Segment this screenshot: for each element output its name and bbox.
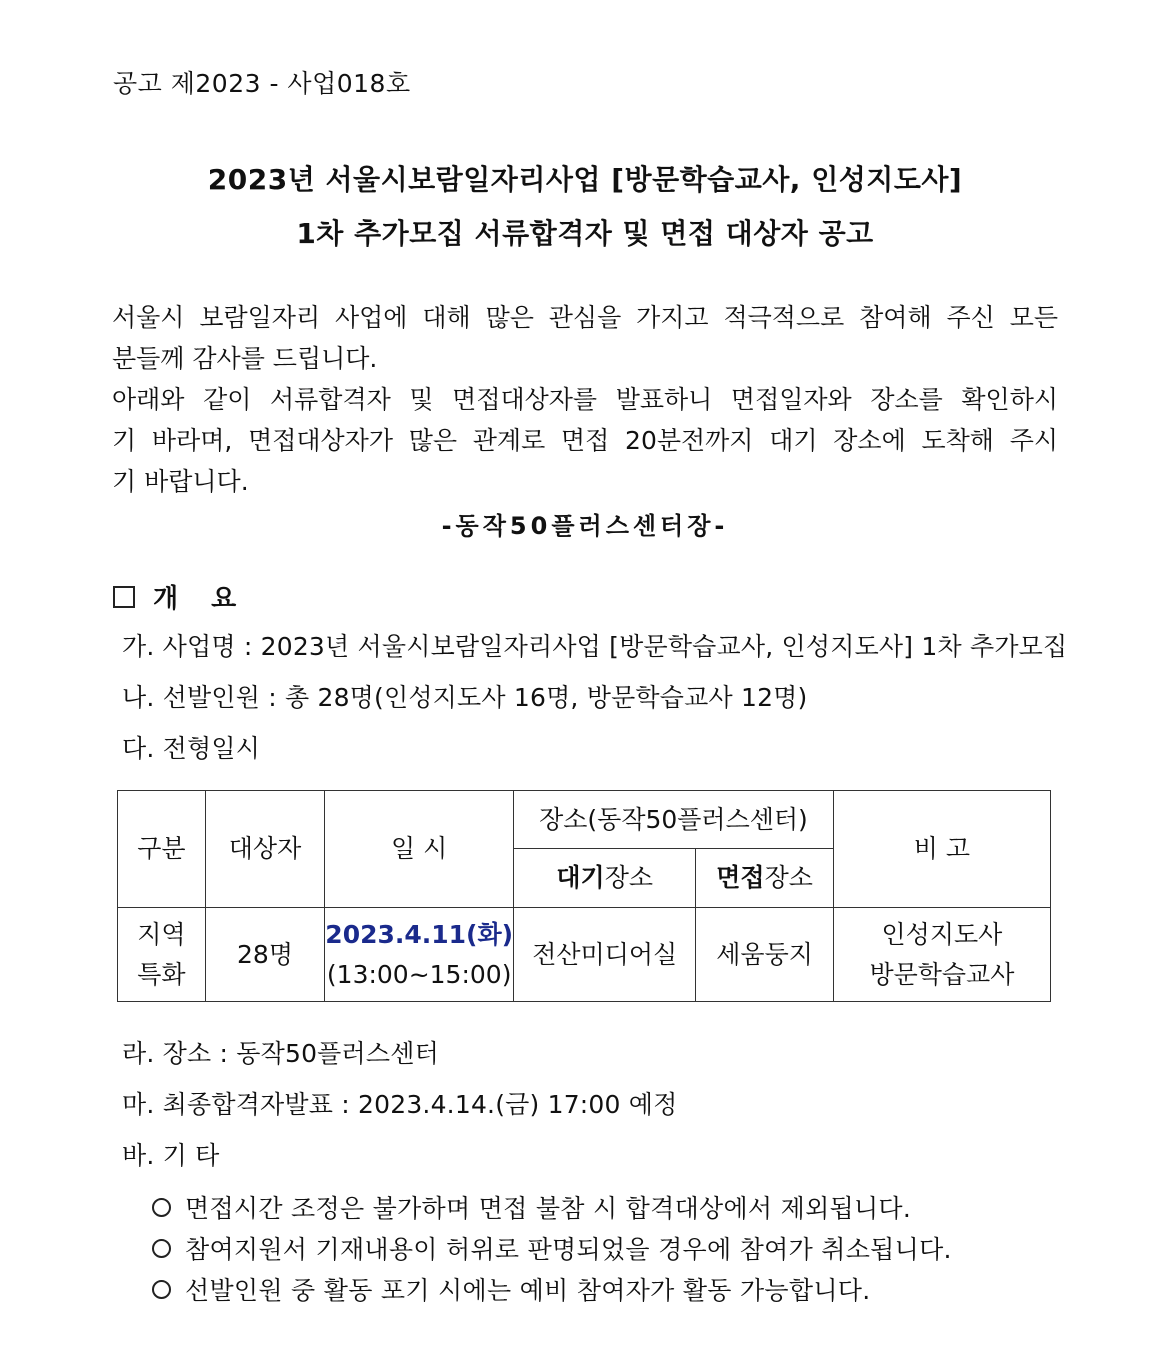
header-datetime: 일 시 <box>325 791 514 908</box>
header-wait-place: 대기장소 <box>514 849 696 908</box>
item-project-name: 가. 사업명 : 2023년 서울시보람일자리사업 [방문학습교사, 인성지도사] 1차 추가모집 <box>122 632 1068 661</box>
header-place-group: 장소(동작50플러스센터) <box>514 791 834 849</box>
section-label: 개 요 <box>153 584 249 614</box>
item-final-announcement: 마. 최종합격자발표 : 2023.4.14.(금) 17:00 예정 <box>122 1090 678 1119</box>
cell-target: 28명 <box>205 908 325 1002</box>
cell-wait-place: 전산미디어실 <box>514 908 696 1002</box>
schedule-table <box>117 790 1051 1002</box>
table-header-row <box>118 791 1051 849</box>
cell-datetime: 2023.4.11(화) (13:00~15:00) <box>325 908 514 1002</box>
notice-number: 공고 제2023 - 사업018호 <box>113 69 411 98</box>
cell-category: 지역 특화 <box>118 908 206 1002</box>
intro-line: 분들께 감사를 드립니다. <box>112 344 378 373</box>
circle-bullet-icon <box>152 1280 171 1299</box>
item-selection-count: 나. 선발인원 : 총 28명(인성지도사 16명, 방문학습교사 12명) <box>122 683 808 712</box>
section-heading <box>113 578 248 615</box>
page-title-line1: 2023년 서울시보람일자리사업 [방문학습교사, 인성지도사] <box>207 163 963 196</box>
header-category: 구분 <box>118 791 206 908</box>
item-etc: 바. 기 타 <box>122 1141 220 1170</box>
page-title-line2: 1차 추가모집 서류합격자 및 면접 대상자 공고 <box>296 217 874 250</box>
circle-bullet-icon <box>152 1239 171 1258</box>
header-interview-place: 면접장소 <box>696 849 833 908</box>
header-target: 대상자 <box>205 791 325 908</box>
intro-line: 아래와 같이 서류합격자 및 면접대상자를 발표하니 면접일자와 장소를 확인하시 <box>112 385 1058 414</box>
intro-line: 기 바랍니다. <box>112 467 249 496</box>
intro-line: 서울시 보람일자리 사업에 대해 많은 관심을 가지고 적극적으로 참여해 주신 모든 <box>112 303 1058 332</box>
bullet-item: 참여지원서 기재내용이 허위로 판명되었을 경우에 참여가 취소됩니다. <box>152 1230 952 1266</box>
circle-bullet-icon <box>152 1198 171 1217</box>
intro-paragraph <box>112 297 1058 502</box>
header-note: 비 고 <box>833 791 1050 908</box>
bullet-item: 선발인원 중 활동 포기 시에는 예비 참여자가 활동 가능합니다. <box>152 1271 870 1307</box>
intro-line: 기 바라며, 면접대상자가 많은 관계로 면접 20분전까지 대기 장소에 도착해 주시 <box>112 426 1058 455</box>
item-location: 라. 장소 : 동작50플러스센터 <box>122 1039 439 1068</box>
cell-interview-place: 세움둥지 <box>696 908 833 1002</box>
cell-note: 인성지도사 방문학습교사 <box>833 908 1050 1002</box>
item-schedule: 다. 전형일시 <box>122 734 261 763</box>
bullet-item: 면접시간 조정은 불가하며 면접 불참 시 합격대상에서 제외됩니다. <box>152 1189 911 1225</box>
table-row <box>118 908 1051 1002</box>
checkbox-square-icon <box>113 586 135 608</box>
signature: -동작50플러스센터장- <box>441 512 729 540</box>
